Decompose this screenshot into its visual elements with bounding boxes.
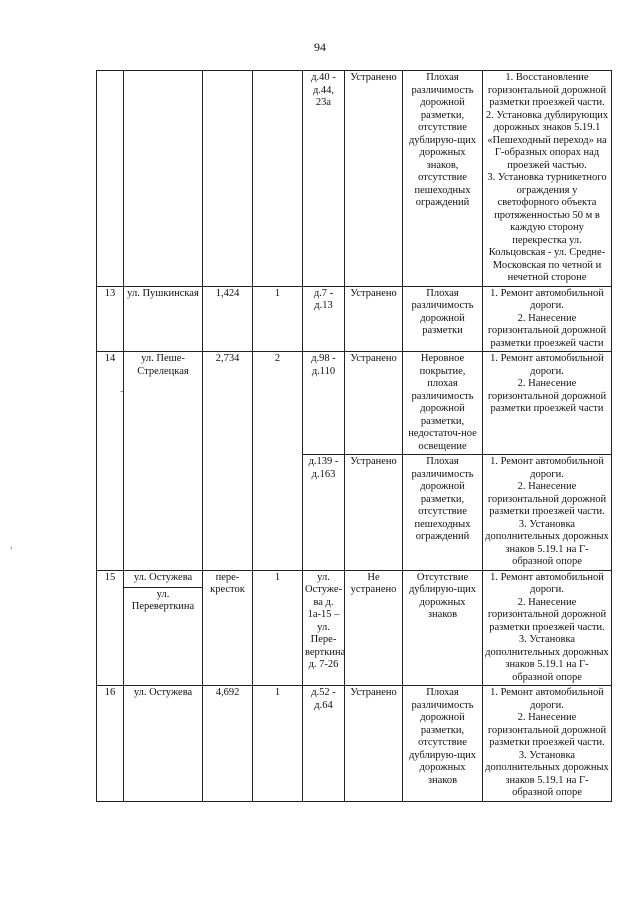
cell-issue: Плохая различимость дорожной разметки, отсутствие дублирую-щих дорожных знаков (403, 686, 483, 802)
table-row (97, 352, 612, 455)
measure-item: 1. Ремонт автомобильной дороги. (490, 287, 604, 311)
table-row (97, 686, 612, 802)
cell-street: ул. Остужева (124, 686, 203, 802)
cell-issue: Плохая различимость дорожной разметки, отсутствие дублирую-щих дорожных знаков, отсутствие пешеходных ограждений (403, 71, 483, 287)
cell-number: 16 (97, 686, 124, 802)
cell-measures (483, 570, 612, 686)
measure-item: 2. Нанесение горизонтальной дорожной разметки проезжей части (487, 312, 607, 349)
measure-item: 1. Ремонт автомобильной дороги. (490, 687, 604, 711)
measure-item: 3. Установка дополнительных дорожных знаков 5.19.1 на Г-образной опоре (485, 749, 609, 798)
measure-item: 3. Установка турникетного ограждения у светофорного объекта протяженностью 50 м в каждую сторону перекрестка ул. Кольцовская - ул. Средне-Московская по четной и нечетной стороне (487, 172, 607, 283)
cell-street: ул. Пушкинская (124, 286, 203, 352)
cell-status: Устранено (345, 71, 403, 287)
street-name: ул. Остужева (124, 571, 202, 588)
cell-count: 2 (253, 352, 303, 571)
measure-item: 2. Нанесение горизонтальной дорожной разметки проезжей части. (487, 481, 607, 517)
measure-item: 1. Восстановление горизонтальной дорожной разметки проезжей части. (487, 72, 607, 108)
cell-length: 2,734 (203, 352, 253, 571)
table-row (97, 71, 612, 287)
measure-item: 2. Нанесение горизонтальной дорожной разметки проезжей части. (487, 596, 607, 633)
cell-issue: Неровное покрытие, плохая различимость дорожной разметки, недостаточ-ное освещение (403, 352, 483, 455)
cell-count: 1 (253, 570, 303, 686)
cell-address: д.52 - д.64 (303, 686, 345, 802)
measure-item: 2. Нанесение горизонтальной дорожной разметки проезжей части (487, 378, 607, 414)
cell-count: 1 (253, 686, 303, 802)
cell-length: пере-кресток (203, 570, 253, 686)
cell-measures (483, 686, 612, 802)
cell-measures (483, 286, 612, 352)
cell-status: Устранено (345, 686, 403, 802)
cell-street (124, 570, 203, 686)
cell-address: д.139 - д.163 (303, 455, 345, 571)
measure-item: 3. Установка дополнительных дорожных знаков 5.19.1 на Г-образной опоре (485, 518, 609, 567)
cell-address: д.98 - д.110 (303, 352, 345, 455)
cell-status: Устранено (345, 286, 403, 352)
cell-issue: Плохая различимость дорожной разметки (403, 286, 483, 352)
cell-address: д.7 - д.13 (303, 286, 345, 352)
cell-status: Устранено (345, 352, 403, 455)
cell-address: ул. Остуже-ва д. 1а-15 – ул. Пере-верткина д. 7-26 (303, 570, 345, 686)
cell-status: Устранено (345, 455, 403, 571)
cell-street (124, 71, 203, 287)
cell-number: 14 (97, 352, 124, 571)
table-row (97, 286, 612, 352)
cell-address: д.40 - д.44, 23а (303, 71, 345, 287)
table-row (97, 570, 612, 686)
cell-length: 1,424 (203, 286, 253, 352)
cell-issue: Отсутствие дублирую-щих дорожных знаков (403, 570, 483, 686)
measure-item: 1. Ремонт автомобильной дороги. (490, 571, 604, 595)
cell-street: ул. Пеше-Стрелецкая (124, 352, 203, 571)
cell-measures (483, 455, 612, 571)
measure-item: 1. Ремонт автомобильной дороги. (490, 353, 604, 377)
scan-speck: - (120, 386, 124, 397)
measure-item: 2. Нанесение горизонтальной дорожной разметки проезжей части. (487, 712, 607, 748)
cell-number: 13 (97, 286, 124, 352)
measure-item: 1. Ремонт автомобильной дороги. (490, 456, 604, 480)
measure-item: 2. Установка дублирующих дорожных знаков 5.19.1 «Пешеходный переход» на Г-образных опорах над проезжей частью. (485, 109, 609, 171)
scan-speck: , (10, 540, 13, 551)
cell-status: Не устранено (345, 570, 403, 686)
cell-number (97, 71, 124, 287)
cell-measures (483, 352, 612, 455)
street-name: ул. Переверткина (131, 588, 195, 612)
cell-length: 4,692 (203, 686, 253, 802)
cell-count (253, 71, 303, 287)
road-defects-table (96, 70, 612, 802)
page-number: 94 (314, 40, 326, 54)
measure-item: 3. Установка дополнительных дорожных знаков 5.19.1 на Г-образной опоре (485, 634, 609, 683)
cell-count: 1 (253, 286, 303, 352)
cell-number: 15 (97, 570, 124, 686)
cell-issue: Плохая различимость дорожной разметки, отсутствие пешеходных ограждений (403, 455, 483, 571)
cell-measures (483, 71, 612, 287)
cell-length (203, 71, 253, 287)
